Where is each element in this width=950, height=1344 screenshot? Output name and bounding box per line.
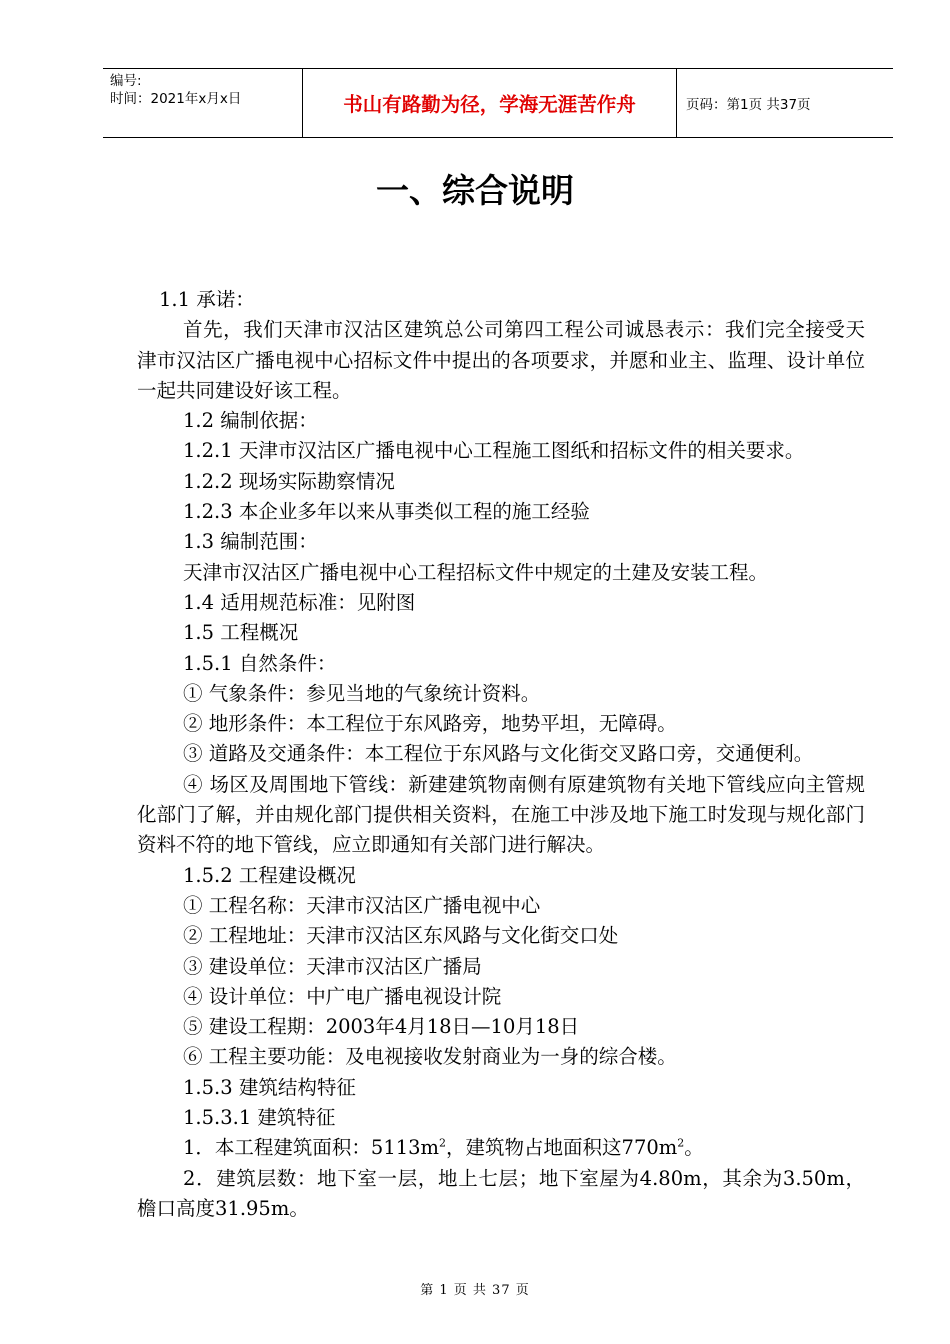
paragraph: ④ 场区及周围地下管线：新建建筑物南侧有原建筑物有关地下管线应向主管规化部门了解，并由规化部门提供相关资料，在施工中涉及地下施工时发现与规化部门资料不符的地下管线，应立即通知有关部门进行解决。 — [137, 772, 865, 857]
area-text-2: ，建筑物占地面积这770m — [446, 1136, 678, 1160]
paragraph: 1.5.2 工程建设概况 — [183, 863, 356, 887]
paragraph: ② 地形条件：本工程位于东风路旁，地势平坦，无障碍。 — [183, 712, 677, 736]
header-number: 编号: — [110, 73, 142, 89]
page-footer: 第 1 页 共 37 页 — [420, 1283, 530, 1298]
paragraph: 1.2.1 天津市汉沽区广播电视中心工程施工图纸和招标文件的相关要求。 — [183, 439, 805, 463]
document-body — [137, 285, 865, 1224]
paragraph: 1.5 工程概况 — [183, 621, 299, 645]
superscript: 2 — [439, 1136, 447, 1150]
paragraph: 1.5.3 建筑结构特征 — [183, 1075, 356, 1099]
paragraph: ② 工程地址：天津市汉沽区东风路与文化街交口处 — [183, 924, 619, 948]
header-meta — [103, 69, 303, 137]
paragraph: ① 气象条件：参见当地的气象统计资料。 — [183, 681, 541, 705]
document-title: 一、综合说明 — [376, 171, 574, 210]
paragraph: ③ 道路及交通条件：本工程位于东风路与文化街交叉路口旁，交通便利。 — [183, 742, 814, 766]
paragraph: 1.5.1 自然条件： — [183, 651, 337, 675]
area-text-3: 。 — [684, 1136, 704, 1160]
paragraph: 1.2.3 本企业多年以来从事类似工程的施工经验 — [183, 500, 590, 524]
superscript: 2 — [677, 1136, 685, 1150]
area-paragraph — [137, 1133, 865, 1163]
header-page-number: 页码：第1页 共37页 — [686, 97, 811, 113]
paragraph: 天津市汉沽区广播电视中心工程招标文件中规定的土建及安装工程。 — [183, 560, 769, 584]
paragraph: 1.2.2 现场实际勘察情况 — [183, 469, 395, 493]
paragraph: 2．建筑层数：地下室一层，地上七层；地下室屋为4.80m，其余为3.50m，檐口高度31.95m。 — [137, 1166, 865, 1220]
paragraph: 首先，我们天津市汉沽区建筑总公司第四工程公司诚恳表示：我们完全接受天津市汉沽区广播电视中心招标文件中提出的各项要求，并愿和业主、监理、设计单位一起共同建设好该工程。 — [137, 318, 865, 402]
header-time: 时间：2021年x月x日 — [110, 91, 242, 107]
page-header — [103, 68, 893, 138]
paragraph: 1.2 编制依据： — [183, 409, 318, 433]
area-text-1: 1．本工程建筑面积：5113m — [183, 1136, 440, 1160]
paragraph: 1.1 承诺： — [159, 288, 255, 311]
paragraph: 1.3 编制范围： — [183, 530, 318, 554]
paragraph: ① 工程名称：天津市汉沽区广播电视中心 — [183, 893, 541, 917]
header-motto: 书山有路勤为径，学海无涯苦作舟 — [303, 69, 677, 137]
paragraph: ⑤ 建设工程期：2003年4月18日—10月18日 — [183, 1015, 580, 1039]
paragraph: 1.5.3.1 建筑特征 — [183, 1106, 336, 1130]
paragraph: ⑥ 工程主要功能：及电视接收发射商业为一身的综合楼。 — [183, 1045, 677, 1069]
paragraph: ③ 建设单位：天津市汉沽区广播局 — [183, 954, 482, 978]
paragraph: ④ 设计单位：中广电广播电视设计院 — [183, 984, 502, 1008]
paragraph: 1.4 适用规范标准：见附图 — [183, 590, 416, 614]
